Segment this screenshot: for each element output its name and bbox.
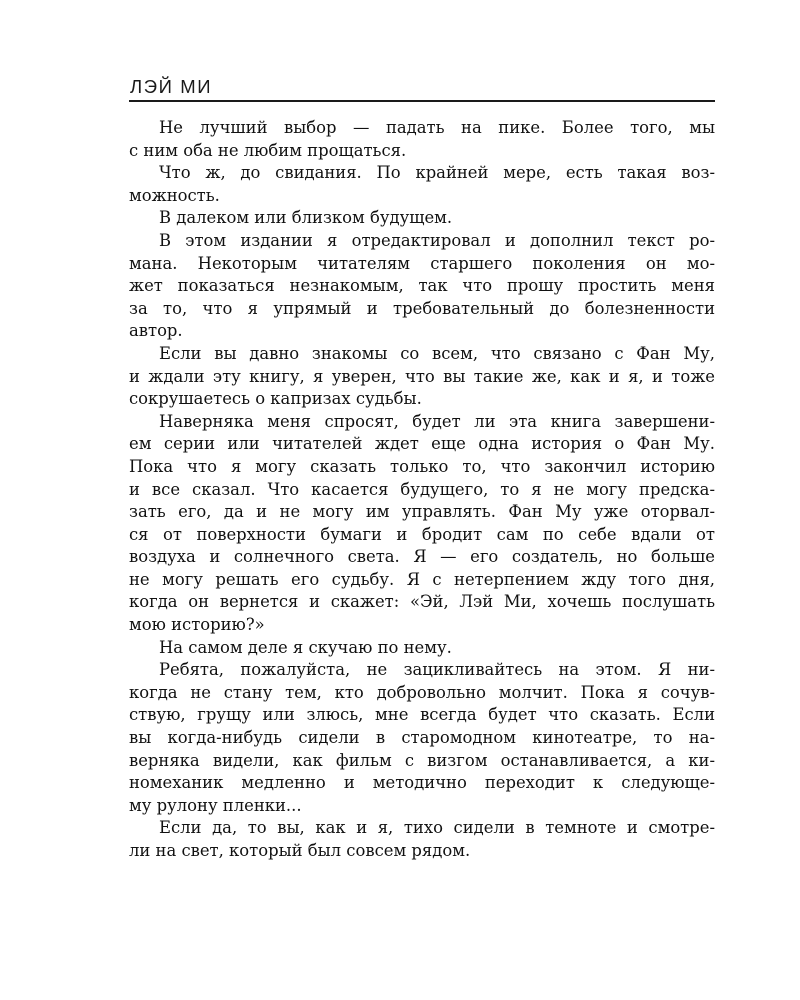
paragraph — [129, 411, 715, 637]
paragraph — [129, 343, 715, 411]
text-line: Что ж, до свидания. По крайней мере, есть такая воз- — [159, 163, 715, 183]
text-line: му рулону пленки... — [129, 795, 302, 815]
text-line: воздуха и солнечного света. Я — его создатель, но больше — [129, 547, 715, 567]
paragraph — [129, 230, 715, 343]
text-line: верняка видели, как фильм с визгом останавливается, а ки- — [129, 750, 715, 770]
text-line: и ждали эту книгу, я уверен, что вы такие же, как и я, и тоже — [129, 366, 715, 386]
text-line: ствую, грущу или злюсь, мне всегда будет что сказать. Если — [129, 705, 715, 725]
text-line: сокрушаетесь о капризах судьбы. — [129, 389, 422, 409]
text-line: Если вы давно знакомы со всем, что связано с Фан Му, — [159, 343, 715, 363]
text-line: вы когда-нибудь сидели в старомодном кинотеатре, то на- — [129, 728, 715, 748]
text-line: не могу решать его судьбу. Я с нетерпением жду того дня, — [129, 569, 715, 589]
text-line: мана. Некоторым читателям старшего поколения он мо- — [129, 253, 715, 273]
paragraph — [129, 207, 715, 230]
paragraph — [129, 117, 715, 162]
text-line: Пока что я могу сказать только то, что закончил историю — [129, 456, 715, 476]
paragraph — [129, 659, 715, 817]
text-line: автор. — [129, 321, 183, 341]
text-line: ли на свет, который был совсем рядом. — [129, 841, 471, 860]
text-line: когда он вернется и скажет: «Эй, Лэй Ми, хочешь послушать — [129, 592, 715, 612]
author-name: ЛЭЙ МИ — [130, 76, 213, 97]
text-line: и все сказал. Что касается будущего, то я не могу предска- — [129, 479, 715, 499]
text-line: с ним оба не любим прощаться. — [129, 140, 407, 160]
text-line: В далеком или близком будущем. — [159, 208, 453, 228]
text-line: В этом издании я отредактировал и дополнил текст ро- — [159, 230, 715, 250]
body-text — [129, 117, 715, 863]
text-line: жет показаться незнакомым, так что прошу простить меня — [129, 276, 715, 296]
text-line: можность. — [129, 185, 220, 205]
text-line: ем серии или читателей ждет еще одна история о Фан Му. — [129, 434, 715, 454]
text-line: Не лучший выбор — падать на пике. Более того, мы — [159, 118, 715, 137]
text-line: На самом деле я скучаю по нему. — [159, 637, 452, 657]
text-line: зать его, да и не могу им управлять. Фан Му уже оторвал- — [129, 502, 715, 522]
text-line: за то, что я упрямый и требовательный до болезненности — [129, 298, 715, 318]
paragraph — [129, 162, 715, 207]
paragraph — [129, 637, 715, 660]
text-line: номеханик медленно и методично переходит к следующе- — [129, 773, 715, 793]
text-line: Если да, то вы, как и я, тихо сидели в темноте и смотре- — [159, 818, 715, 838]
text-line: Ребята, пожалуйста, не зацикливайтесь на этом. Я ни- — [159, 660, 715, 680]
text-line: когда не стану тем, кто добровольно молчит. Пока я сочув- — [129, 682, 715, 702]
text-line: ся от поверхности бумаги и бродит сам по себе вдали от — [129, 524, 715, 544]
text-line: мою историю?» — [129, 615, 265, 635]
paragraph — [129, 817, 715, 862]
running-head — [129, 76, 715, 102]
text-line: Наверняка меня спросят, будет ли эта книга завершени- — [159, 411, 715, 431]
